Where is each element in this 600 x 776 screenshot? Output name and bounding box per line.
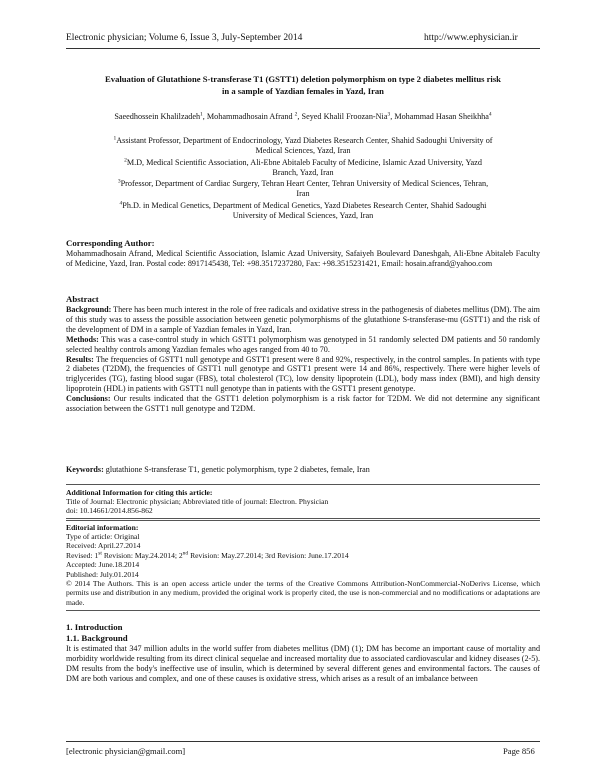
affiliation-line: University of Medical Sciences, Yazd, Iran bbox=[232, 211, 374, 221]
conclusions-label: Conclusions: bbox=[66, 394, 111, 404]
affiliation-sup: 3 bbox=[117, 178, 121, 185]
citing-line-2[interactable]: doi: 10.14661/2014.856-862 bbox=[66, 506, 153, 516]
conclusions-text: Our results indicated that the GSTT1 deletion polymorphism is a risk factor for T2DM. We did not determine any significant association between the GSTT1 null genotype and T2DM. bbox=[66, 394, 540, 414]
header-divider bbox=[66, 48, 540, 49]
intro-text: It is estimated that 347 million adults in the world suffer from diabetes mellitus (DM) (1); DM has become an important cause of mortality and morbidity worldwide resulting from its direct clinical sequelae and increased mortality due to associated cardiovascular and kidney diseases (2-5). DM results from the body's ineffective use of insulin, which is determined by several different genes and environmental factors. The causes of DM are both various and complex, and one of these causes is oxidative stress, which arises as a result of an imbalance between bbox=[66, 644, 540, 683]
methods-label: Methods: bbox=[66, 334, 99, 344]
editorial-revised: Revised: 1st Revision: May.24.2014; 2nd Revision: May.27.2014; 3rd Revision: June.17.2014 bbox=[66, 550, 349, 560]
editorial-license: © 2014 The Authors. This is an open access article under the terms of the Creative Commons Attribution-NonCommercial-NoDerivs License, which permits use and distribution in any medium, provided the original work is properly cited, the use is non-commercial and no modifications or adaptations are made. bbox=[66, 579, 540, 607]
affiliation-line: Medical Sciences, Yazd, Iran bbox=[255, 146, 351, 156]
editorial-type: Type of article: Original bbox=[66, 532, 140, 541]
affiliation-line: Professor, Department of Cardiac Surgery, Tehran Heart Center, Tehran University of Medical Sciences, Tehran, bbox=[120, 179, 489, 189]
methods-text: This was a case-control study in which GSTT1 polymorphism was genotyped in 51 randomly selected DM patients and 50 randomly selected healthy controls among Yazdian females who ages ranged from 40 to 70. bbox=[66, 334, 540, 354]
author-sup: 1 bbox=[200, 111, 203, 118]
editorial-heading: Editorial information: bbox=[66, 523, 139, 532]
affiliation-line: M.D, Medical Scientific Association, Ali-Ebne Abitaleb Faculty of Medicine, Islamic Azad University, Yazd bbox=[126, 157, 482, 167]
author-sup: 4 bbox=[488, 111, 492, 118]
footer-divider bbox=[66, 741, 540, 742]
title-line-2: in a sample of Yazdian females in Yazd, Iran bbox=[222, 85, 384, 96]
affiliation-sup: 2 bbox=[124, 156, 127, 163]
affiliation-sup: 1 bbox=[113, 135, 117, 142]
affiliations bbox=[66, 136, 540, 221]
citing-box bbox=[66, 484, 540, 519]
affiliation-sup: 4 bbox=[119, 200, 123, 207]
background-label: Background: bbox=[66, 305, 112, 314]
abstract-results bbox=[66, 355, 540, 395]
intro-subheading: 1.1. Background bbox=[66, 633, 128, 643]
editorial-box bbox=[66, 520, 540, 611]
author-name: Mohammadhosain Afrand bbox=[206, 112, 293, 121]
footer-email[interactable]: [electronic physician@gmail.com] bbox=[66, 746, 186, 756]
running-header-journal: Electronic physician; Volume 6, Issue 3, July-September 2014 bbox=[66, 33, 303, 43]
citing-line-1: Title of Journal: Electronic physician; Abbreviated title of journal: Electron. Physician bbox=[66, 497, 329, 506]
affiliation-item bbox=[66, 179, 540, 200]
intro-heading: 1. Introduction bbox=[66, 622, 123, 632]
footer-page-number: Page 856 bbox=[503, 746, 535, 756]
keywords bbox=[66, 465, 540, 475]
background-text: There has been much interest in the role of free radicals and oxidative stress in the pathogenesis of diabetes mellitus (DM). The aim of this study was to assess the possible association between genetic polymorphisms of the glutathione S-transferase-mu (GSTT1) and the risk of the development of DM in a sample of Yazdian females in Yazd, Iran. bbox=[66, 305, 540, 334]
keywords-label: Keywords: bbox=[66, 465, 104, 474]
results-text: The frequencies of GSTT1 null genotype and GSTT1 present were 8 and 92%, respectively, in the control samples. In patients with type 2 diabetes (T2DM), the frequencies of GSTT1 null genotype and GSTT1 present were 14 and 86%, respectively. There were higher levels of triglycerides (TG), fasting blood sugar (FBS), total cholesterol (TC), low density lipoprotein (LDL), body mass index (BMI), and high density lipoprotein (HDL) in patients with GSTT1 null genotype than in patients with the GSTT1 present genotype. bbox=[66, 354, 540, 394]
author-name: Saeedhossein Khalilzadeh bbox=[114, 112, 201, 121]
citing-heading: Additional Information for citing this article: bbox=[66, 488, 213, 497]
abstract-background bbox=[66, 305, 540, 335]
abstract-methods bbox=[66, 335, 540, 355]
corresponding-text: Mohammadhosain Afrand, Medical Scientific Association, Islamic Azad University, Safaiyeh Boulevard Daneshgah, Ali-Ebne Abitaleb Faculty of Medicine, Yazd, Iran. Postal code: 8917145438, Tel: +98.3517237280, Fax: +98.3515231421, Email: hosain.afrand@yahoo.com bbox=[66, 249, 540, 268]
affiliation-item bbox=[66, 158, 540, 179]
title-line-1: Evaluation of Glutathione S-transferase T1 (GSTT1) deletion polymorphism on type 2 diabetes mellitus risk bbox=[105, 74, 501, 84]
author-sup: 3 bbox=[387, 111, 391, 118]
abstract-body bbox=[66, 305, 540, 414]
author-sup: 2 bbox=[294, 111, 298, 118]
article-title bbox=[66, 74, 540, 97]
affiliation-item bbox=[66, 136, 540, 157]
editorial-accepted: Accepted: June.18.2014 bbox=[66, 560, 140, 570]
author-name: Mohammad Hasan Sheikhha bbox=[394, 112, 489, 121]
running-header-url[interactable]: http://www.ephysician.ir bbox=[424, 33, 518, 43]
editorial-received: Received: April.27.2014 bbox=[66, 541, 141, 551]
abstract-conclusions bbox=[66, 394, 540, 414]
affiliation-line: Assistant Professor, Department of Endocrinology, Yazd Diabetes Research Center, Shahid Sadoughi University of bbox=[116, 136, 493, 145]
corresponding-heading: Corresponding Author: bbox=[66, 238, 155, 248]
affiliation-line: Branch, Yazd, Iran bbox=[272, 167, 334, 177]
affiliation-item bbox=[66, 201, 540, 222]
keywords-text: glutathione S-transferase T1, genetic polymorphism, type 2 diabetes, female, Iran bbox=[105, 465, 370, 474]
editorial-published: Published: July.01.2014 bbox=[66, 569, 139, 579]
affiliation-line: Iran bbox=[296, 189, 310, 199]
affiliation-line: Ph.D. in Medical Genetics, Department of Medical Genetics, Yazd Diabetes Research Center, Shahid Sadoughi bbox=[122, 200, 487, 210]
author-list: Saeedhossein Khalilzadeh$^1$, Mohammadhosain Afrand $^2$, Seyed Khalil Froozan-Nia$^3$, Mohammad Hasan Sheikhha$^4$ bbox=[114, 111, 492, 121]
abstract-heading: Abstract bbox=[66, 294, 99, 304]
results-label: Results: bbox=[66, 354, 94, 364]
author-name: Seyed Khalil Froozan-Nia bbox=[301, 112, 388, 121]
